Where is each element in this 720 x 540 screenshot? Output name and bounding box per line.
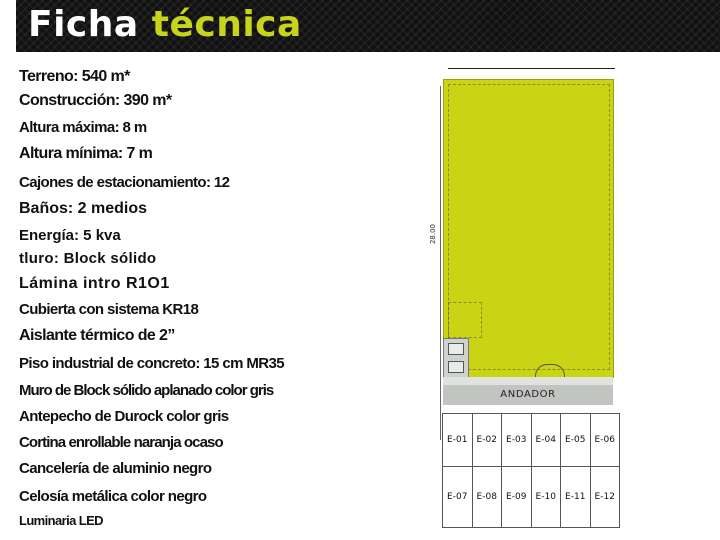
spec-altura-maxima: Altura máxima: 8 m xyxy=(19,119,147,136)
title-banner xyxy=(16,0,720,52)
page-title xyxy=(28,3,302,47)
spec-piso: Piso industrial de concreto: 15 cm MR35 xyxy=(19,355,285,372)
title-word-tecnica: técnica xyxy=(151,4,302,45)
spec-lamina: Lámina intro R1O1 xyxy=(19,275,170,292)
parking-space: E-04 xyxy=(531,414,561,467)
spec-cajones: Cajones de estacionamiento: 12 xyxy=(19,174,230,191)
spec-aislante: Aislante térmico de 2” xyxy=(19,327,175,344)
parking-space: E-03 xyxy=(502,414,532,467)
office-outline xyxy=(448,302,482,338)
dimension-label: 28.00 xyxy=(429,223,437,245)
bathrooms xyxy=(443,338,469,378)
parking-space: E-06 xyxy=(590,414,620,467)
spec-construccion: Construcción: 390 m* xyxy=(19,92,172,109)
bathroom-2 xyxy=(448,361,464,373)
parking-space: E-01 xyxy=(443,414,473,467)
floor-plan xyxy=(429,60,620,410)
spec-celosia: Celosía metálica color negro xyxy=(19,488,207,505)
spec-canceleria: Cancelería de aluminio negro xyxy=(19,460,212,477)
spec-antepecho: Antepecho de Durock color gris xyxy=(19,408,229,425)
parking-space: E-11 xyxy=(561,467,591,528)
parking-space: E-12 xyxy=(590,467,620,528)
spec-energia: Energía: 5 kva xyxy=(19,227,121,244)
spec-banos: Baños: 2 medios xyxy=(19,200,148,217)
walkway-label: ANDADOR xyxy=(443,385,613,405)
parking-space: E-08 xyxy=(472,467,502,528)
spec-cortina: Cortina enrollable naranja ocaso xyxy=(19,434,223,451)
parking-space: E-07 xyxy=(443,467,473,528)
spec-cubierta: Cubierta con sistema KR18 xyxy=(19,301,199,318)
spec-muro: tluro: Block sólido xyxy=(19,250,157,267)
parking-space: E-05 xyxy=(561,414,591,467)
spec-muro-block: Muro de Block sólido aplanado color gris xyxy=(19,382,274,399)
parking-space: E-02 xyxy=(472,414,502,467)
spec-luminaria: Luminaria LED xyxy=(19,513,103,528)
parking-space: E-10 xyxy=(531,467,561,528)
parking-row-1 xyxy=(443,414,620,467)
dimension-line xyxy=(440,86,441,440)
plan-top-line xyxy=(448,68,615,69)
parking-row-2 xyxy=(443,467,620,528)
spec-terreno: Terreno: 540 m* xyxy=(19,68,130,85)
parking-grid xyxy=(442,413,620,528)
parking-space: E-09 xyxy=(502,467,532,528)
title-word-ficha: Ficha xyxy=(28,4,139,45)
lot-area xyxy=(443,79,614,378)
bathroom-1 xyxy=(448,343,464,355)
spec-altura-minima: Altura mínima: 7 m xyxy=(19,145,153,162)
